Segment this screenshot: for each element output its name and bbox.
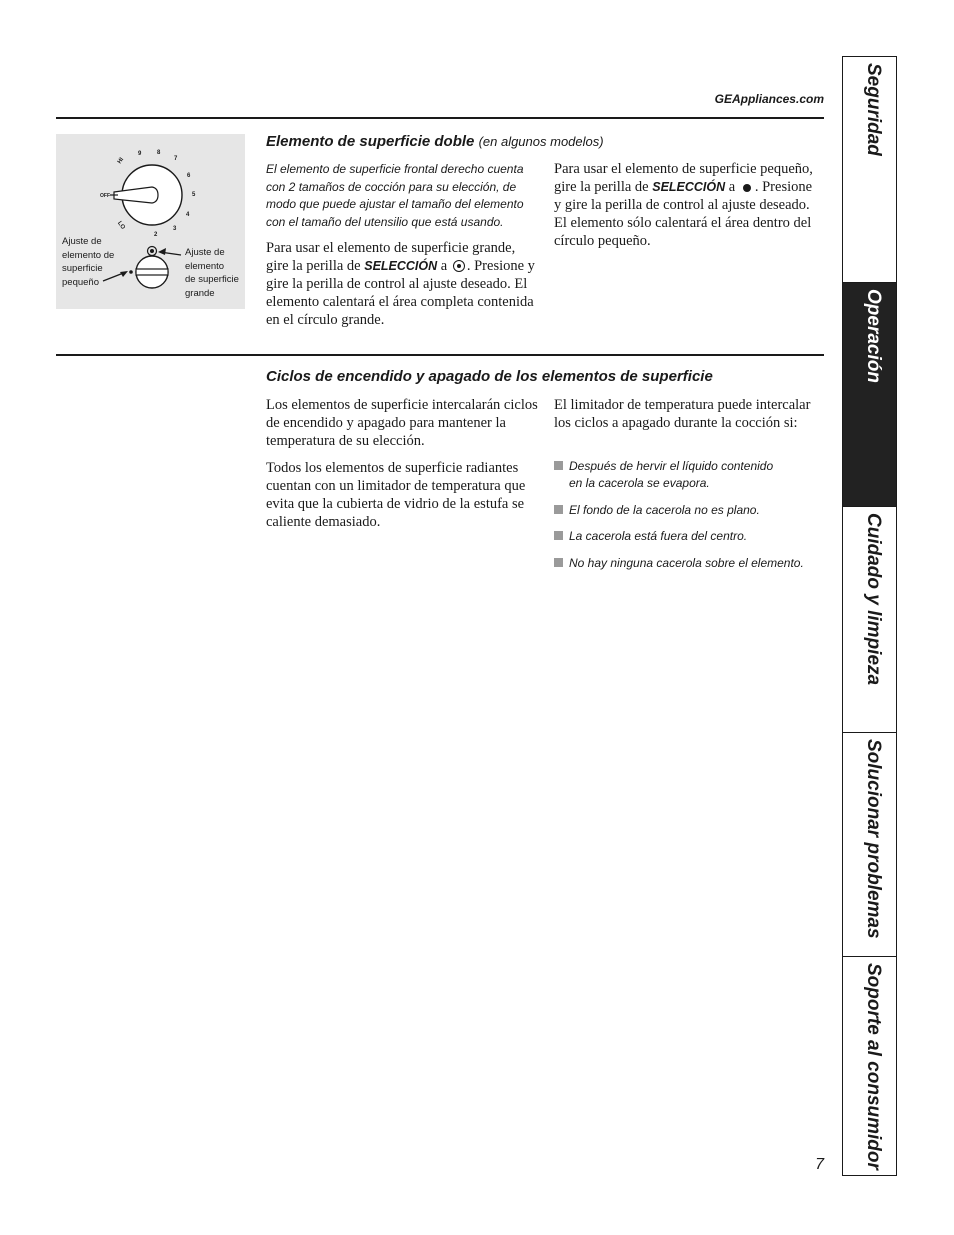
bullet-square-icon: [554, 505, 563, 514]
knob-mark: 7: [174, 156, 178, 162]
section-divider: [56, 354, 824, 356]
tab-solucionar-problemas[interactable]: [843, 733, 896, 957]
large-element-symbol-icon: [453, 260, 465, 272]
label-small-element: Ajuste de elemento de superficie pequeño: [62, 236, 115, 288]
site-url: GEAppliances.com: [714, 92, 824, 106]
cycling-paragraph-2: Todos los elementos de superficie radiantes cuentan con un limitador de temperatura que evita que la cubierta de vidrio de la estufa se caliente demasiado.: [266, 460, 526, 530]
list-item: La cacerola está fuera del centro.: [554, 528, 804, 545]
knob-mark: 8: [157, 150, 161, 156]
list-item: No hay ninguna cacerola sobre el elemento.: [554, 555, 816, 572]
large-element-instructions: Para usar el elemento de superficie grande, gire la perilla de SELECCIÓN a . Presione y gire la perilla de control al ajuste deseado. El elemento calentará el área completa contenida en el círculo grande.: [266, 240, 535, 328]
tab-cuidado-y-limpieza[interactable]: [843, 507, 896, 733]
knob-mark: 6: [187, 173, 191, 179]
tab-label: Cuidado y limpieza: [862, 513, 884, 686]
list-item: El fondo de la cacerola no es plano.: [554, 502, 804, 519]
cycling-paragraph-1: Los elementos de superficie intercalarán ciclos de encendido y apagado para mantener la temperatura de su elección.: [266, 397, 538, 449]
small-element-symbol-icon: [743, 184, 751, 192]
knob-mark: LO: [116, 220, 126, 231]
tab-label: Soporte al consumidor: [862, 963, 884, 1170]
limiter-paragraph: El limitador de temperatura puede intercalar los ciclos a apagado durante la cocción si:: [554, 397, 811, 431]
knob-mark: 5: [192, 192, 196, 198]
bullet-square-icon: [554, 461, 563, 470]
tab-operacion[interactable]: [843, 283, 896, 507]
top-rule: [56, 117, 824, 119]
tab-label: Operación: [862, 289, 884, 383]
section-tabs: [842, 56, 897, 1176]
tab-soporte-al-consumidor[interactable]: [843, 957, 896, 1175]
bullet-square-icon: [554, 531, 563, 540]
knob-mark: 3: [173, 226, 177, 232]
knob-mark: 9: [138, 151, 142, 157]
section-title-dual-element: Elemento de superficie doble (en algunos modelos): [266, 133, 604, 150]
small-element-instructions: Para usar el elemento de superficie pequeño, gire la perilla de SELECCIÓN a . Presione y gire la perilla de control al ajuste deseado. El elemento sólo calentará el área dentro del círculo pequeño.: [554, 161, 813, 249]
knob-illustration: [56, 134, 245, 309]
section-title-cycling: Ciclos de encendido y apagado de los elementos de superficie: [266, 368, 713, 385]
knob-mark: 4: [186, 212, 190, 218]
list-item: Después de hervir el líquido contenido en la cacerola se evapora.: [554, 458, 804, 492]
bullet-square-icon: [554, 558, 563, 567]
dual-element-intro: El elemento de superficie frontal derecho cuenta con 2 tamaños de cocción para su elección, de modo que puede ajustar el tamaño del elemento con el tamaño del utensilio que está usando.: [266, 162, 524, 229]
knob-mark: HI: [116, 156, 126, 166]
label-large-element: Ajuste de elemento de superficie grande: [185, 247, 239, 299]
tab-seguridad[interactable]: [843, 57, 896, 283]
page-number: 7: [815, 1156, 824, 1173]
knob-mark: 2: [154, 232, 158, 238]
tab-label: Seguridad: [862, 63, 884, 156]
knob-mark: OFF: [100, 193, 110, 199]
tab-label: Solucionar problemas: [862, 739, 884, 939]
